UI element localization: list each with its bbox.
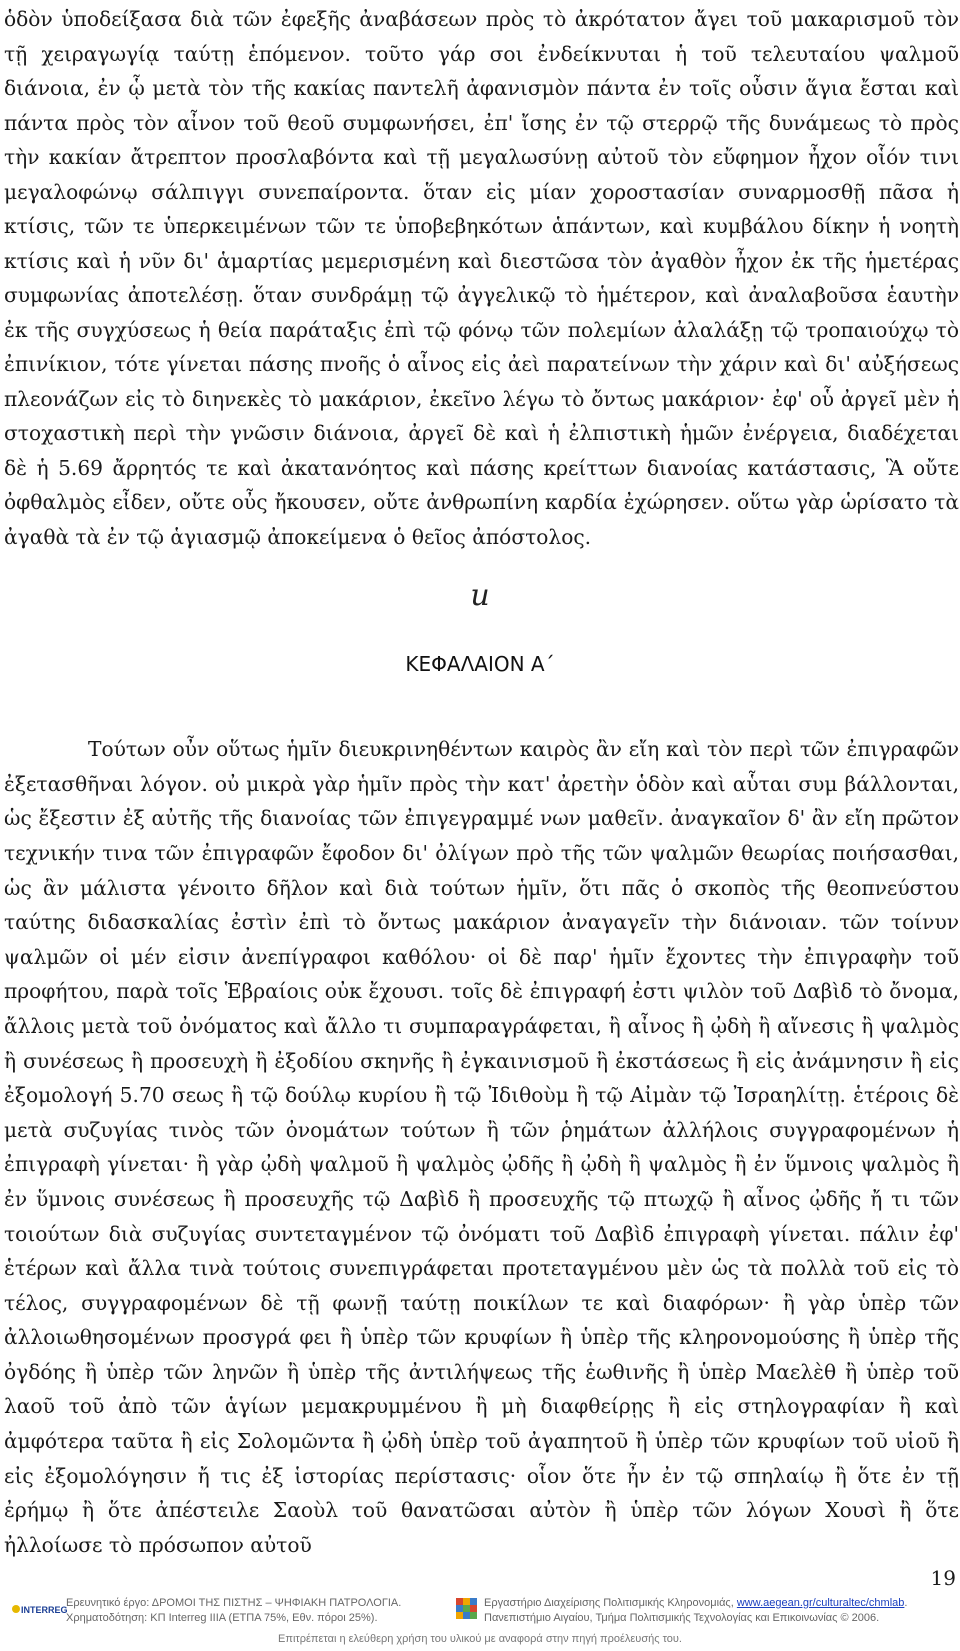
footer-lab-period: . <box>904 1597 908 1609</box>
lab-logo-icon <box>456 1598 478 1620</box>
footer-lab-info <box>484 1596 954 1626</box>
svg-text:INTERREG: INTERREG <box>21 1605 68 1615</box>
footer-university-line: Πανεπιστήμιο Αιγαίου, Τμήμα Πολιτισμικής Τεχνολογίας και Επικοινωνίας © 2006. <box>484 1612 880 1624</box>
section-ornament: u <box>470 578 490 613</box>
page-footer <box>0 1596 960 1651</box>
page-number: 19 <box>930 1566 956 1590</box>
footer-funding-line: Χρηματοδότηση: ΚΠ Interreg IIIA (ΕΤΠΑ 75%, Εθν. πόροι 25%). <box>66 1612 378 1624</box>
body-paragraph-1: ὁδὸν ὑποδείξασα διὰ τῶν ἐφεξῆς ἀναβάσεων πρὸς τὸ ἀκρότατον ἄγει τοῦ μακαρισμοῦ τὸν τῇ χειραγωγίᾳ ταύτῃ ἑπόμενον. τοῦτο γάρ σοι ἐνδείκνυται ἡ τοῦ τελευταίου ψαλμοῦ διάνοια, ἐν ᾧ μετὰ τὸν τῆς κακίας παντελῆ ἀφανισμὸν πάντα ἐν τοῖς οὖσιν ἅγια ἔσται καὶ πάντα πρὸς τὸν αἶνον τοῦ θεοῦ συμφωνήσει, ἐπ' ἴσης ἐν τῷ στερρῷ τῆς δυνάμεως τὸ πρὸς τὴν κακίαν ἄτρεπτον προσλαβόντα καὶ τῇ μεγαλωσύνῃ αὐτοῦ τὸν εὔφημον ἦχον οἷόν τινι μεγαλοφώνῳ σάλπιγγι συνεπαίροντα. ὅταν εἰς μίαν χοροστασίαν συναρμοσθῇ πᾶσα ἡ κτίσις, τῶν τε ὑπερκειμένων τῶν τε ὑποβεβηκότων ἁπάντων, καὶ κυμβάλου δίκην ἡ νοητὴ κτίσις καὶ ἡ νῦν δι' ἁμαρτίας μεμερισμένη καὶ διεστῶσα τὸν ἀγαθὸν ἦχον ἐκ τῆς ἡμετέρας συμφωνίας ἀποτελέσῃ. ὅταν συνδράμῃ τῷ ἀγγελικῷ τὸ ἡμέτερον, καὶ ἀναλαβοῦσα ἑαυτὴν ἐκ τῆς συγχύσεως ἡ θεία παράταξις ἐπὶ τῷ φόνῳ τῶν πολεμίων ἀλαλάξῃ τῷ τροπαιούχῳ τὸ ἐπινίκιον, τότε γίνεται πάσης πνοῆς ὁ αἶνος εἰς ἀεὶ παρατείνων τὴν χάριν καὶ δι' αὐξήσεως πλεονάζων εἰς τὸ διηνεκὲς τὸ μακάριον, ἐκεῖνο λέγω τὸ ὄντως μακάριον· ἐφ' οὗ ἀργεῖ μὲν ἡ στοχαστικὴ περὶ τὴν γνῶσιν διάνοια, ἀργεῖ δὲ καὶ ἡ ἐλπιστικὴ ἡμῶν ἐνέργεια, διαδέχεται δὲ ἡ 5.69 ἄρρητός τε καὶ ἀκατανόητος καὶ πάσης κρείττων διανοίας κατάστασις, Ἃ οὔτε ὀφθαλμὸς εἶδεν, οὔτε οὖς ἤκουσεν, οὔτε ἀνθρωπίνη καρδία ἐχώρησεν. οὕτω γὰρ ὡρίσατο τὰ ἀγαθὰ τὰ ἐν τῷ ἁγιασμῷ ἀποκείμενα ὁ θεῖος ἀπόστολος. <box>4 7 959 549</box>
main-text-block <box>4 2 959 554</box>
chapter-title: ΚΕΦΑΛΑΙΟΝ Α΄ <box>405 652 555 676</box>
footer-lab-name: Εργαστήριο Διαχείρισης Πολιτισμικής Κληρονομιάς, <box>484 1597 737 1609</box>
footer-usage-notice: Επιτρέπεται η ελεύθερη χρήση του υλικού με αναφορά στην πηγή προέλευσής του. <box>278 1633 682 1645</box>
interreg-logo-icon <box>10 1600 68 1618</box>
footer-lab-link[interactable]: www.aegean.gr/culturaltec/chmlab <box>736 1597 905 1609</box>
body-paragraph-2: Τούτων οὖν οὕτως ἡμῖν διευκρινηθέντων καιρὸς ἂν εἴη καὶ τὸν περὶ τῶν ἐπιγραφῶν ἐξετασθῆναι λόγον. οὐ μικρὰ γὰρ ἡμῖν πρὸς τὴν κατ' ἀρετὴν ὁδὸν καὶ αὗται συμ βάλλονται, ὡς ἔξεστιν ἐξ αὐτῆς τῆς διανοίας τῶν ἐπιγεγραμμέ νων μαθεῖν. ἀναγκαῖον δ' ἂν εἴη πρῶτον τεχνικήν τινα τῶν ἐπιγραφῶν ἔφοδον δι' ὀλίγων πρὸ τῆς τῶν ψαλμῶν θεωρίας ποιήσασθαι, ὡς ἂν μάλιστα γένοιτο δῆλον καὶ διὰ τούτων ἡμῖν, ὅτι πᾶς ὁ σκοπὸς τῆς θεοπνεύστου ταύτης διδασκαλίας ἐστὶν ἐπὶ τὸ ὄντως μακάριον ἀναγαγεῖν τὴν διάνοιαν. τῶν τοίνυν ψαλμῶν οἱ μέν εἰσιν ἀνεπίγραφοι καθόλου· οἱ δὲ παρ' ἡμῖν ἔχοντες τὴν ἐπιγραφὴν τοῦ προφήτου, παρὰ τοῖς Ἑβραίοις οὐκ ἔχουσι. τοῖς δὲ ἐπιγραφή ἐστι ψιλὸν τοῦ Δαβὶδ τὸ ὄνομα, ἄλλοις μετὰ τοῦ ὀνόματος καὶ ἄλλο τι συμπαραγράφεται, ἢ αἶνος ἢ ᾠδὴ ἢ αἴνεσις ἢ ψαλμὸς ἢ συνέσεως ἢ προσευχὴ ἢ ἐξοδίου σκηνῆς ἢ ἐγκαινισμοῦ ἢ ἐκστάσεως ἢ εἰς ἀνάμνησιν ἢ εἰς ἐξομολογή 5.70 σεως ἢ τῷ δούλῳ κυρίου ἢ τῷ Ἰδιθοὺμ ἢ τῷ Αἰμὰν τῷ Ἰσραηλίτῃ. ἑτέροις δὲ μετὰ συζυγίας τινὸς τῶν ὀνομάτων τούτων ἢ τῶν ῥημάτων ἀλλήλοις συγγραφομένων ἡ ἐπιγραφὴ γίνεται· ἢ γὰρ ᾠδὴ ψαλμοῦ ἢ ψαλμὸς ᾠδῆς ἢ ᾠδὴ ἢ ψαλμὸς ἢ ἐν ὕμνοις ψαλμὸς ἢ ἐν ὕμνοις συνέσεως ἢ προσευχῆς τῷ Δαβὶδ ἢ προσευχῆς τῷ πτωχῷ ἢ αἶνος ᾠδῆς ἤ τι τῶν τοιούτων διὰ συζυγίας συντεταγμένον τῷ ὀνόματι τοῦ Δαβὶδ ἐπιγραφὴ γίνεται. πάλιν ἐφ' ἑτέρων καὶ ἄλλα τινὰ τούτοις συνεπιγράφεται προτεταγμένου μὲν ὡς τὰ πολλὰ τοῦ εἰς τὸ τέλος, συγγραφομένων δὲ τῇ φωνῇ ταύτῃ ποικίλων τε καὶ διαφόρων· ἢ γὰρ ὑπὲρ τῶν ἀλλοιωθησομένων προσγρά φει ἢ ὑπὲρ τῶν κρυφίων ἢ ὑπὲρ τῆς κληρονομούσης ἢ ὑπὲρ τῆς ὀγδόης ἢ ὑπὲρ τῶν ληνῶν ἢ ὑπὲρ τῆς ἀντιλήψεως τῆς ἑωθινῆς ἢ ὑπὲρ Μαελὲθ ἢ ὑπὲρ τοῦ λαοῦ τοῦ ἀπὸ τῶν ἁγίων μεμακρυμμένου ἢ μὴ διαφθείρῃς ἢ εἰς στηλογραφίαν ἢ καὶ ἀμφότερα ταῦτα ἢ εἰς Σολομῶντα ἢ ᾠδὴ ὑπὲρ τοῦ ἀγαπητοῦ ἢ ὑπὲρ τῶν κρυφίων τοῦ υἱοῦ ἢ εἰς ἐξομολόγησιν ἤ τις ἐξ ἱστορίας περίστασις· οἷον ὅτε ἦν ἐν τῷ σπηλαίῳ ἢ ὅτε ἐν τῇ ἐρήμῳ ἢ ὅτε ἀπέστειλε Σαοὺλ τοῦ θανατῶσαι αὐτὸν ἢ ὑπὲρ τῶν λόγων Χουσὶ ἢ ὅτε ἠλλοίωσε τὸ πρόσωπον αὐτοῦ <box>4 737 959 1557</box>
chapter-text-block <box>4 712 959 1583</box>
footer-lab-line <box>484 1596 954 1611</box>
footer-project-info <box>66 1596 446 1626</box>
footer-project-line: Ερευνητικό έργο: ΔΡΟΜΟΙ ΤΗΣ ΠΙΣΤΗΣ – ΨΗΦΙΑΚΗ ΠΑΤΡΟΛΟΓΙΑ. <box>66 1597 402 1609</box>
